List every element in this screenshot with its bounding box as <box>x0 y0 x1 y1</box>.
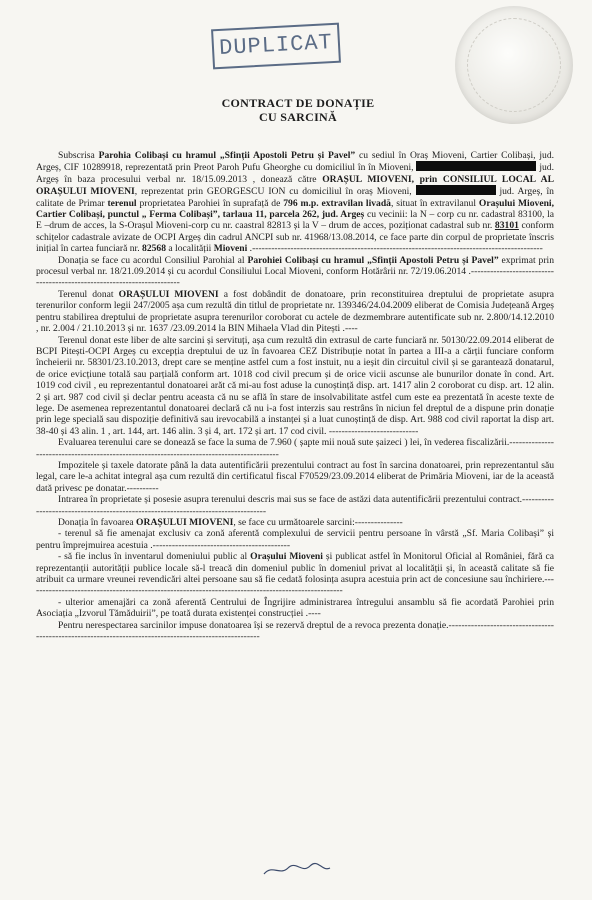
redacted-address <box>416 161 536 171</box>
paragraph-revocation: Pentru nerespectarea sarcinilor impuse donatoarea își se rezervă dreptul de a revoca prezenta donație.------------------------------------------------------------------------------------------------------- <box>36 619 554 643</box>
paragraph-taxes: Impozitele și taxele datorate până la data autentificării prezentului contract au fost în sarcina donatoarei, prin reprezentantul său legal, care le-a achitat integral așa cum rezultă din certificatul fiscal F70529/23.09.2014 eliberat de Primăria Mioveni, iar de la această dată privesc pe donatar.---------- <box>36 459 554 494</box>
condition-item: - să fie inclus în inventarul domeniului public al Orașului Mioveni și publicat astfel în Monitorul Oficial al României, fără ca reprezentanții autorității publice locale să-l treacă din domeniul public în domeniul privat al localității și, în această calitate să fie atribuit ca urmare vreunei revendicări altei persoane sau să fie cedată folosința asupra acestuia prin act de concesiune sau închiriere.--------------------------------------------------------------------------------------------------- <box>36 551 554 597</box>
embossed-seal <box>455 6 573 124</box>
condition-item: - terenul să fie amenajat exclusiv ca zonă aferentă complexului de servicii pentru persoane în vârstă „Sf. Maria Colibași” și pentru împrejmuirea acestuia .------------------------------------------- <box>36 528 554 551</box>
contract-subtitle: CU SARCINĂ <box>258 110 337 124</box>
redacted-address <box>416 185 496 195</box>
paragraph-possession: Intrarea în proprietate și posesie asupra terenului descris mai sus se face de astăzi data autentificării prezentului contract.---------------------------------------------------------------------------------- <box>36 494 554 517</box>
contract-body <box>36 150 554 642</box>
paragraph-conditions: Donația în favoarea ORAȘULUI MIOVENI, se face cu următoarele sarcini:--------------- <box>58 517 403 528</box>
contract-title: CONTRACT DE DONAȚIE <box>221 96 375 110</box>
duplicat-stamp: DUPLICAT <box>211 23 341 70</box>
paragraph-valuation: Evaluarea terenului care se donează se face la suma de 7.960 ( șapte mii nouă sute șaizeci ) lei, în vederea fiscalizării.------------------------------------------------------------------------------------------ <box>36 437 554 460</box>
paragraph-parties: Subscrisa Parohia Colibași cu hramul „Sfinții Apostoli Petru și Pavel” cu sediul în Oraș Mioveni, Cartier Colibași, jud. Argeș, CIF 10289918, reprezentată prin Preot Paroh Pufu Gheorghe cu domiciliul în în Mioveni, jud. Argeș în baza procesului verbal nr. 18/15.09.2013 , donează către ORAȘUL MIOVENI, prin CONSILIUL LOCAL AL ORAȘULUI MIOVENI, reprezentat prin GEORGESCU ION cu domiciliul în oraș Mioveni, jud. Argeș, în calitate de Primar terenul proprietatea Parohiei în suprafață de 796 m.p. extravilan livadă, situat în extravilanul Orașului Mioveni, Cartier Colibași, punctul „ Ferma Colibași”, tarlaua 11, parcela 262, jud. Argeș cu vecinii: la N – corp cu nr. cadastral 83100, la E –drum de acces, la S-Orașul Mioveni-corp cu nr. caastral 82813 și la V – drum de acces, poziționat cadastral sub nr. 83101 conform schițelor cadastrale avizate de OCPI Argeș din cadrul ANCPI sub nr. 41968/13.08.2014, ce face parte din corpul de proprietate înscris inițial în cartea funciară nr. 82568 a localității Mioveni .------------------------------------------------------------------------------------------- <box>36 150 555 255</box>
paragraph-consent: Donația se face cu acordul Consiliul Parohial al Parohiei Colibași cu hramul „Sfinții Apostoli Petru și Pavel” exprimat prin procesul verbal nr. 18/21.09.2014 și cu acordul Consiliului Local Mioveni, conform Hotărârii nr. 72/19.06.2014 .----------------------------------------------------------------------- <box>36 254 554 289</box>
paragraph-ownership: Terenul donat ORAȘULUI MIOVENI a fost dobândit de donatoare, prin reconstituirea dreptului de proprietate asupra terenurilor conform legii 247/2005 așa cum rezultă din titlul de proprietate nr. 139346/24.04.2009 eliberat de Comisia Județeană Argeș pentru stabilirea dreptului de proprietate asupra terenurilor coroborat cu actele de dezmembrare autentificate sub nr. 2.800/14.12.2010 , nr. 2.004 / 21.10.2013 și nr. 1637 /23.09.2014 la BIN Mihaela Vlad din Pitești .---- <box>36 288 554 335</box>
signature-mark <box>262 862 332 878</box>
paragraph-encumbrances: Terenul donat este liber de alte sarcini și servituți, așa cum rezultă din extrasul de carte funciară nr. 50130/22.09.2014 eliberat de BCPI Pitești-OCPI Argeș cu excepția dreptului de uz în favoarea CEZ Distribuție notat în partea a III-a a cărții funciare conform încheierii nr. 58301/23.10.2013, drept care se menține astfel cum a fost instuit, nu a ieșit din circuitul civil și se garantează donatarul, de orice evicțiune totală sau parțială conform art. 1018 cod civil precum și de orice vicii ascunse ale bunurilor donate în cond. Art. 1019 cod civil , eu reprezentantul donatoarei arăt că mi-au fost aduse la cunoștință disp. art. 1417 alin 2 coroborat cu disp. art. 12 alin. 2 și art. 987 cod civil și declar pentru aceasta că nu se află în stare de insolvabilitate astfel cum este ea prezentată în aceste texte de lege. De asemenea reprezentantul donatoarei declară că nu i-a fost interzis sau restrâns în niciun fel dreptul de a dispune prin donație prin lege specială sau dispoziție definitivă sau irevocabilă a instanței și a luat cunoștință de disp. Art. 988 cod civil raportat la disp art. 38-40 și 43 alin. 1 , art. 144, art. 146 alin. 3 și 4, art. 172 și art. 17 cod civil. ---------------------------- <box>36 334 554 437</box>
condition-item: - ulterior amenajări ca zonă aferentă Centrului de Îngrijire administrarea întregului ansamblu să fie acordată Parohiei prin Asociația „Izvorul Tămăduirii”, pe toată durata existenței construcției .---- <box>36 596 554 620</box>
